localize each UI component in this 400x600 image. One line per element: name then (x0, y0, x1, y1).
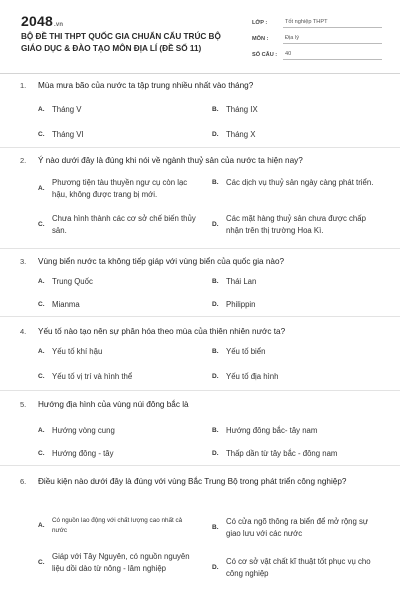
option-letter: D. (212, 131, 219, 139)
option-letter: A. (38, 185, 45, 192)
option-letter: D. (212, 301, 219, 309)
question-stem (20, 155, 390, 168)
option-a[interactable] (38, 177, 206, 200)
option-c[interactable] (38, 299, 198, 311)
question-stem (20, 326, 390, 339)
option-letter: C. (38, 131, 45, 139)
brand-logo (21, 13, 63, 29)
option-a[interactable] (38, 425, 198, 437)
option-c[interactable] (38, 213, 206, 236)
question-stem (20, 399, 390, 412)
option-b[interactable] (212, 276, 382, 288)
info-row-count (252, 44, 382, 60)
question-number: 4. (20, 327, 27, 336)
option-c[interactable] (38, 448, 198, 460)
question-text: Điều kiện nào dưới đây là đúng với vùng Bắc Trung Bộ trong phát triển công nghiệp? (38, 477, 347, 486)
option-letter: C. (38, 301, 45, 309)
option-text: Giáp với Tây Nguyên, có nguồn nguyên liệu dồi dào từ nông - lâm nghiệp (52, 552, 190, 573)
question-divider (0, 147, 400, 148)
option-letter: B. (212, 427, 219, 435)
question-divider (0, 316, 400, 317)
option-letter: A. (38, 522, 45, 529)
logo-main: 2048 (21, 13, 53, 29)
question-text: Mùa mưa bão của nước ta tập trung nhiều nhất vào tháng? (38, 81, 254, 90)
option-text: Hướng vòng cung (52, 426, 115, 435)
question-text: Yếu tố nào tạo nên sự phân hóa theo mùa của thiên nhiên nước ta? (38, 327, 286, 336)
option-text: Thấp dần từ tây bắc - đông nam (226, 449, 338, 458)
option-letter: B. (212, 106, 219, 114)
option-letter: D. (212, 450, 219, 458)
option-text: Tháng IX (226, 105, 258, 114)
question-divider (0, 390, 400, 391)
option-text: Yếu tố vị trí và hình thể (52, 372, 133, 381)
option-letter: C. (38, 559, 45, 566)
question-stem (20, 476, 390, 489)
info-value: Địa lý (283, 35, 382, 44)
option-text: Yếu tố khí hậu (52, 347, 103, 356)
option-b[interactable] (212, 516, 387, 539)
option-letter: C. (38, 450, 45, 458)
option-b[interactable] (212, 425, 382, 437)
option-d[interactable] (212, 556, 387, 579)
question-number: 1. (20, 81, 27, 90)
logo-sub: .vn (53, 22, 64, 28)
option-text: Có nguồn lao động với chất lượng cao nhất cả nước (52, 517, 183, 534)
info-row-subject (252, 28, 382, 44)
option-text: Hướng đông - tây (52, 449, 114, 458)
option-letter: B. (212, 179, 219, 187)
option-letter: A. (38, 427, 45, 435)
option-text: Hướng đông bắc- tây nam (226, 426, 318, 435)
option-letter: D. (212, 221, 219, 228)
option-c[interactable] (38, 551, 206, 574)
option-letter: B. (212, 348, 219, 356)
option-c[interactable] (38, 371, 208, 383)
info-row-class (252, 12, 382, 28)
exam-title: BỘ ĐỀ THI THPT QUỐC GIA CHUẨN CẤU TRÚC BỘ GIÁO DỤC & ĐÀO TẠO MÔN ĐỊA LÍ (ĐỀ SỐ 11) (21, 32, 221, 53)
option-text: Thái Lan (226, 277, 257, 286)
option-d[interactable] (212, 129, 382, 141)
document-header (0, 0, 400, 76)
option-c[interactable] (38, 129, 198, 141)
info-value: 40 (283, 51, 382, 60)
option-a[interactable] (38, 104, 198, 116)
question-number: 3. (20, 257, 27, 266)
question-text: Hướng địa hình của vùng núi đông bắc là (38, 400, 189, 409)
option-text: Các dịch vụ thuỷ sản ngày càng phát triển. (226, 178, 374, 187)
question-number: 6. (20, 477, 27, 486)
option-a[interactable] (38, 346, 198, 358)
option-text: Tháng X (226, 130, 256, 139)
option-letter: C. (38, 373, 45, 381)
info-label: LỚP : (252, 20, 268, 26)
header-divider (0, 73, 400, 74)
option-text: Tháng V (52, 105, 82, 114)
option-a[interactable] (38, 516, 206, 535)
option-text: Tháng VI (52, 130, 84, 139)
option-d[interactable] (212, 371, 382, 383)
question-stem (20, 80, 390, 93)
option-text: Phương tiện tàu thuyền ngư cụ còn lạc hậu, không được trang bị mới. (52, 178, 188, 199)
option-text: Chưa hình thành các cơ sở chế biến thủy sản. (52, 214, 196, 235)
option-text: Có cơ sở vật chất kĩ thuật tốt phục vụ cho công nghiệp (226, 557, 371, 578)
option-b[interactable] (212, 346, 382, 358)
option-text: Yếu tố địa hình (226, 372, 279, 381)
option-d[interactable] (212, 213, 382, 236)
option-letter: A. (38, 348, 45, 356)
option-b[interactable] (212, 177, 382, 189)
option-text: Mianma (52, 300, 80, 309)
option-text: Yếu tố biển (226, 347, 266, 356)
question-number: 5. (20, 400, 27, 409)
question-stem (20, 256, 390, 269)
info-label: SỐ CÂU : (252, 52, 278, 58)
option-b[interactable] (212, 104, 382, 116)
option-text: Philippin (226, 300, 256, 309)
option-a[interactable] (38, 276, 198, 288)
question-number: 2. (20, 156, 27, 165)
question-text: Ý nào dưới đây là đúng khi nói về ngành thuỷ sản của nước ta hiện nay? (38, 156, 303, 165)
option-letter: D. (212, 373, 219, 381)
question-divider (0, 248, 400, 249)
info-value: Tốt nghiệp THPT (283, 19, 382, 28)
option-d[interactable] (212, 299, 382, 311)
option-text: Có cửa ngõ thông ra biển để mở rộng sự giao lưu với các nước (226, 517, 369, 538)
option-letter: C. (38, 221, 45, 228)
option-text: Các mặt hàng thuỷ sản chưa được chấp nhận trên thị trường Hoa Kì. (226, 214, 366, 235)
question-divider (0, 465, 400, 466)
option-text: Trung Quốc (52, 277, 93, 286)
exam-info (252, 12, 382, 60)
option-letter: B. (212, 278, 219, 286)
option-letter: A. (38, 106, 45, 114)
option-letter: D. (212, 564, 219, 571)
option-letter: A. (38, 278, 45, 286)
option-letter: B. (212, 524, 219, 531)
question-text: Vùng biển nước ta không tiếp giáp với vùng biển của quốc gia nào? (38, 257, 285, 266)
info-label: MÔN : (252, 36, 269, 42)
option-d[interactable] (212, 448, 387, 460)
